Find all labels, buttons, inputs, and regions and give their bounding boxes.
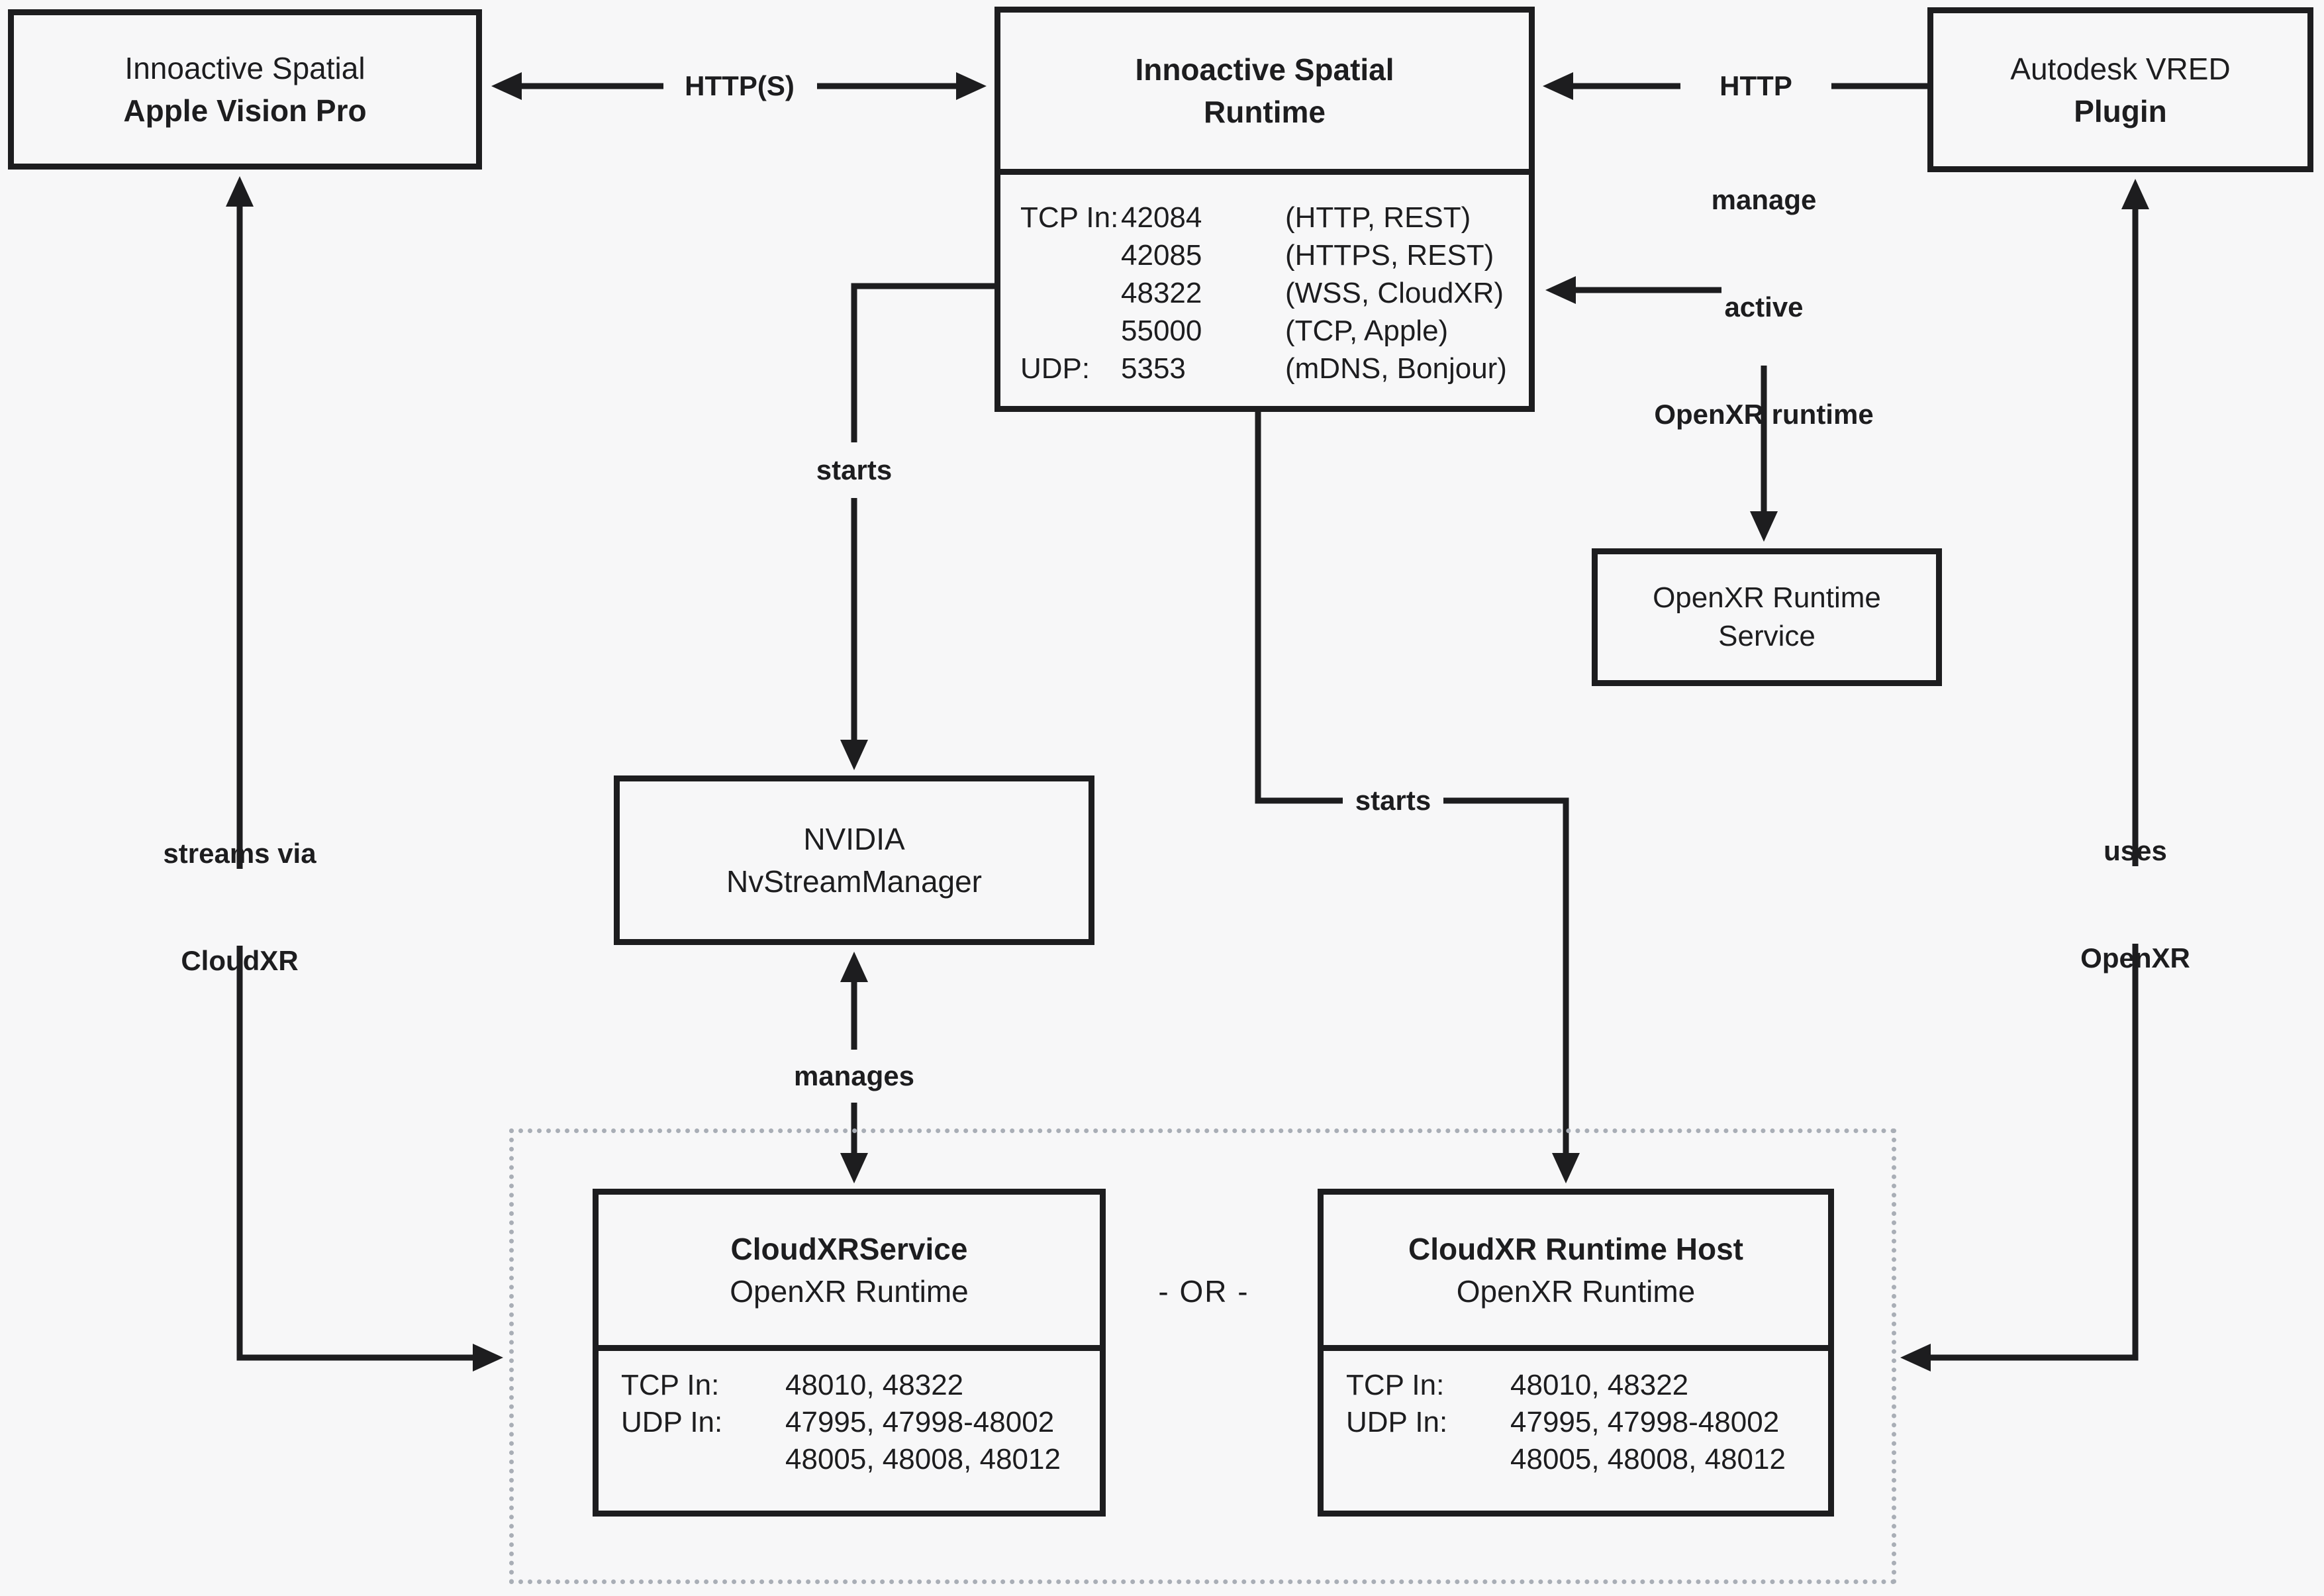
port-label (621, 1441, 785, 1478)
arrowhead-https-left (491, 72, 522, 100)
box-nvstreammanager (614, 775, 1094, 945)
port-values: 48005, 48008, 48012 (1510, 1443, 1786, 1475)
port-number: 48322 (1121, 277, 1202, 309)
label-manage-line2: active (1724, 291, 1804, 323)
cloudxrservice-title-line1: CloudXRService (730, 1231, 968, 1266)
vision-pro-title-line1: Innoactive Spatial (124, 51, 365, 85)
port-values: 47995, 47998-48002 (785, 1406, 1055, 1438)
port-protocol: (HTTP, REST) (1285, 201, 1471, 234)
label-manages: manages (785, 1057, 924, 1095)
port-label: TCP In: (1020, 201, 1119, 234)
cloudxrhost-title-line2: OpenXR Runtime (1456, 1273, 1696, 1309)
port-values: 48010, 48322 (1510, 1369, 1689, 1401)
label-uses-line1: uses (2104, 835, 2167, 866)
label-uses-openxr (2080, 762, 2190, 1048)
port-row (1020, 312, 1529, 350)
vred-title-line2: Plugin (2074, 93, 2167, 128)
cloudxrhost-header (1324, 1195, 1828, 1351)
port-label: UDP In: (621, 1406, 723, 1438)
port-label: TCP In: (621, 1369, 720, 1401)
port-label (1020, 312, 1121, 350)
port-row (1346, 1441, 1828, 1478)
cloudxrhost-ports-table (1324, 1351, 1828, 1511)
label-uses-line2: OpenXR (2080, 942, 2190, 973)
port-row (621, 1404, 1100, 1441)
cloudxrservice-title-line2: OpenXR Runtime (730, 1273, 969, 1309)
port-protocol: (WSS, CloudXR) (1285, 277, 1504, 309)
runtime-title-line1: Innoactive Spatial (1135, 52, 1394, 87)
port-values: 48010, 48322 (785, 1369, 964, 1401)
arrowhead-streams-up (226, 176, 254, 207)
service-title-line2: Service (1718, 620, 1816, 652)
label-starts-center: starts (1346, 781, 1440, 820)
port-row (621, 1441, 1100, 1478)
port-number: 42085 (1121, 239, 1202, 272)
cloudxrservice-ports-table (599, 1351, 1100, 1511)
label-streams-line1: streams via (163, 838, 316, 869)
port-row (1020, 274, 1529, 312)
port-number: 55000 (1121, 315, 1202, 347)
arrowhead-manages-up (840, 952, 868, 982)
port-row (1020, 199, 1529, 236)
runtime-header (1000, 13, 1529, 175)
box-cloudxr-runtime-host (1318, 1189, 1834, 1517)
port-row (1020, 350, 1529, 387)
arrowhead-http-left (1543, 72, 1573, 100)
port-row (1346, 1404, 1828, 1441)
box-apple-vision-pro (8, 9, 482, 170)
port-label: TCP In: (1346, 1369, 1445, 1401)
port-row (621, 1367, 1100, 1404)
label-manage-line1: manage (1711, 184, 1817, 215)
label-streams-line2: CloudXR (181, 945, 299, 976)
vred-title-line1: Autodesk VRED (2010, 51, 2231, 86)
box-autodesk-vred (1927, 7, 2313, 172)
label-starts-left: starts (807, 451, 901, 489)
port-label (1020, 236, 1121, 274)
cloudxrhost-title-line1: CloudXR Runtime Host (1408, 1231, 1743, 1266)
service-title-line1: OpenXR Runtime (1653, 581, 1881, 614)
label-manage-line3: OpenXR runtime (1654, 399, 1874, 430)
port-label (1020, 274, 1121, 312)
arrowhead-manage-left (1545, 276, 1576, 304)
nvstream-title-line1: NVIDIA (803, 822, 905, 856)
cloudxrservice-header (599, 1195, 1100, 1351)
arrowhead-manage-down (1750, 511, 1778, 542)
port-number: 5353 (1121, 352, 1186, 385)
port-number: 42084 (1121, 201, 1202, 234)
box-cloudxrservice (593, 1189, 1106, 1517)
arrowhead-https-right (956, 72, 987, 100)
box-openxr-runtime-service (1592, 548, 1942, 686)
port-label: UDP In: (1346, 1406, 1448, 1438)
arrowhead-uses-up (2121, 179, 2149, 209)
port-row (1346, 1367, 1828, 1404)
port-values: 47995, 47998-48002 (1510, 1406, 1780, 1438)
runtime-ports-table (1000, 175, 1529, 406)
port-protocol: (HTTPS, REST) (1285, 239, 1494, 272)
label-https: HTTP(S) (675, 67, 804, 105)
nvstream-title-line2: NvStreamManager (726, 864, 983, 899)
port-label (1346, 1441, 1510, 1478)
label-streams-via-cloudxr (163, 764, 316, 1050)
port-row (1020, 236, 1529, 274)
runtime-title-line2: Runtime (1204, 95, 1326, 129)
arrow-starts-left-line (854, 286, 994, 740)
arrowhead-uses-left (1900, 1344, 1931, 1372)
port-values: 48005, 48008, 48012 (785, 1443, 1061, 1475)
port-protocol: (TCP, Apple) (1285, 315, 1449, 347)
box-innoactive-runtime (994, 7, 1535, 412)
port-label: UDP: (1020, 352, 1090, 385)
vision-pro-title-line2: Apple Vision Pro (123, 93, 367, 128)
label-http: HTTP (1710, 67, 1802, 105)
label-manage-active-openxr (1654, 111, 1873, 504)
arrowhead-streams-right (473, 1344, 503, 1372)
port-protocol: (mDNS, Bonjour) (1285, 352, 1507, 385)
label-or: - OR - (1158, 1274, 1249, 1309)
arrowhead-starts-left-down (840, 740, 868, 770)
